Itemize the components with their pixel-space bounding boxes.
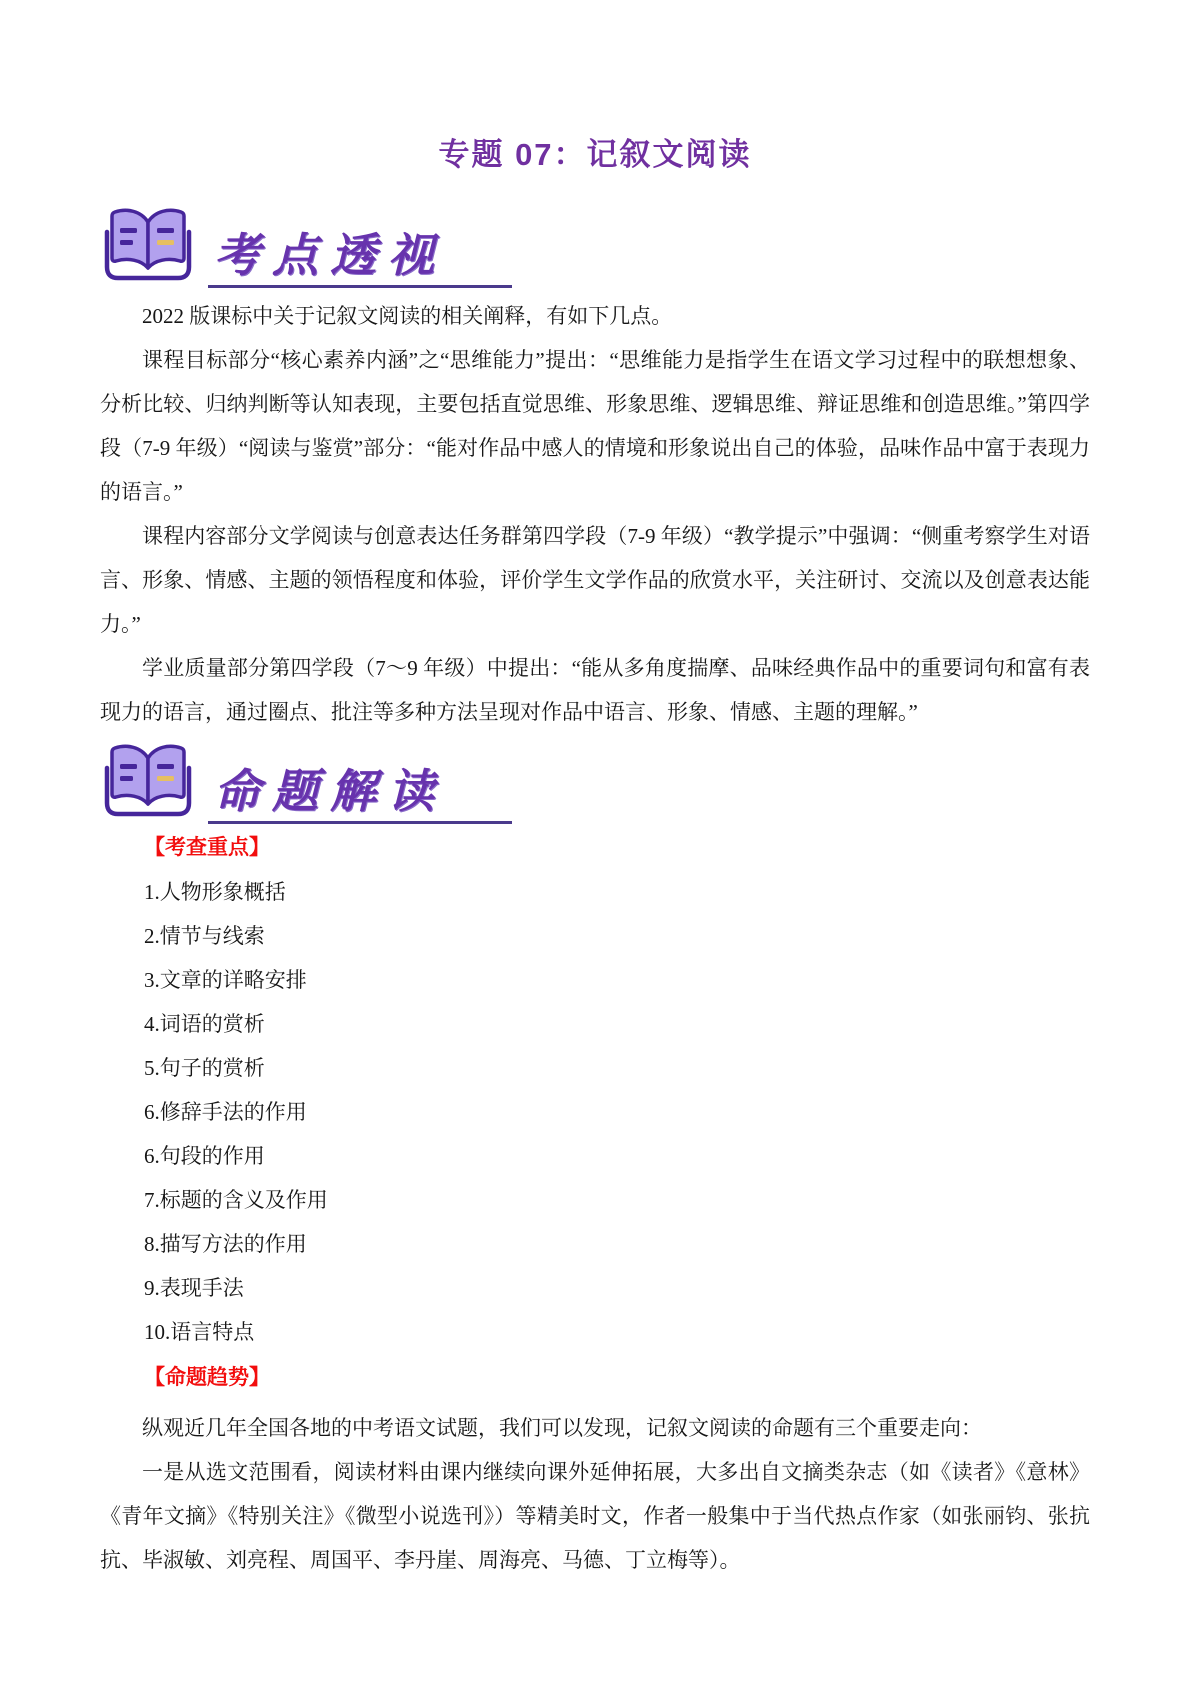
list-item: 6.句段的作用 [144, 1144, 265, 1168]
section-title-exam-points: 考点透视 [214, 229, 446, 281]
list-item: 6.修辞手法的作用 [144, 1100, 307, 1124]
list-item: 3.文章的详略安排 [144, 968, 307, 992]
list-item: 2.情节与线索 [144, 924, 265, 948]
focus-points-list [100, 870, 1090, 1354]
section-header-exam-points [100, 202, 1090, 288]
list-item: 9.表现手法 [144, 1276, 244, 1300]
list-item: 1.人物形象概括 [144, 880, 286, 904]
paragraph: 纵观近几年全国各地的中考语文试题，我们可以发现，记叙文阅读的命题有三个重要走向： [142, 1416, 982, 1440]
trend-body [100, 1406, 1090, 1582]
list-item: 5.句子的赏析 [144, 1056, 265, 1080]
section-title-question-analysis: 命题解读 [214, 765, 446, 817]
page-title: 专题 07：记叙文阅读 [438, 137, 752, 172]
list-item: 7.标题的含义及作用 [144, 1188, 328, 1212]
section-title-underline [208, 765, 512, 824]
list-item: 8.描写方法的作用 [144, 1232, 307, 1256]
open-book-icon [100, 740, 196, 824]
list-item: 10.语言特点 [144, 1320, 255, 1344]
paragraph: 课程内容部分文学阅读与创意表达任务群第四学段（7-9 年级）“教学提示”中强调：“侧重考察学生对语言、形象、情感、主题的领悟程度和体验，评价学生文学作品的欣赏水平，关注研讨、交流以及创意表达能力。” [100, 524, 1090, 636]
list-item: 4.词语的赏析 [144, 1012, 265, 1036]
exam-points-body [100, 294, 1090, 734]
paragraph: 2022 版课标中关于记叙文阅读的相关阐释，有如下几点。 [142, 304, 673, 328]
paragraph: 一是从选文范围看，阅读材料由课内继续向课外延伸拓展，大多出自文摘类杂志（如《读者》《意林》《青年文摘》《特别关注》《微型小说选刊》）等精美时文，作者一般集中于当代热点作家（如张丽钧、张抗抗、毕淑敏、刘亮程、周国平、李丹崖、周海亮、马德、丁立梅等）。 [100, 1460, 1090, 1572]
focus-points-heading: 【考查重点】 [144, 836, 270, 859]
paragraph: 课程目标部分“核心素养内涵”之“思维能力”提出：“思维能力是指学生在语文学习过程中的联想想象、分析比较、归纳判断等认知表现，主要包括直觉思维、形象思维、逻辑思维、辩证思维和创造思维。”第四学段（7-9 年级）“阅读与鉴赏”部分：“能对作品中感人的情境和形象说出自己的体验，品味作品中富于表现力的语言。” [100, 348, 1090, 504]
trend-heading: 【命题趋势】 [144, 1366, 270, 1389]
paragraph: 学业质量部分第四学段（7～9 年级）中提出：“能从多角度揣摩、品味经典作品中的重要词句和富有表现力的语言，通过圈点、批注等多种方法呈现对作品中语言、形象、情感、主题的理解。” [100, 656, 1090, 724]
open-book-icon [100, 204, 196, 288]
section-title-underline [208, 229, 512, 288]
section-header-question-analysis [100, 738, 1090, 824]
